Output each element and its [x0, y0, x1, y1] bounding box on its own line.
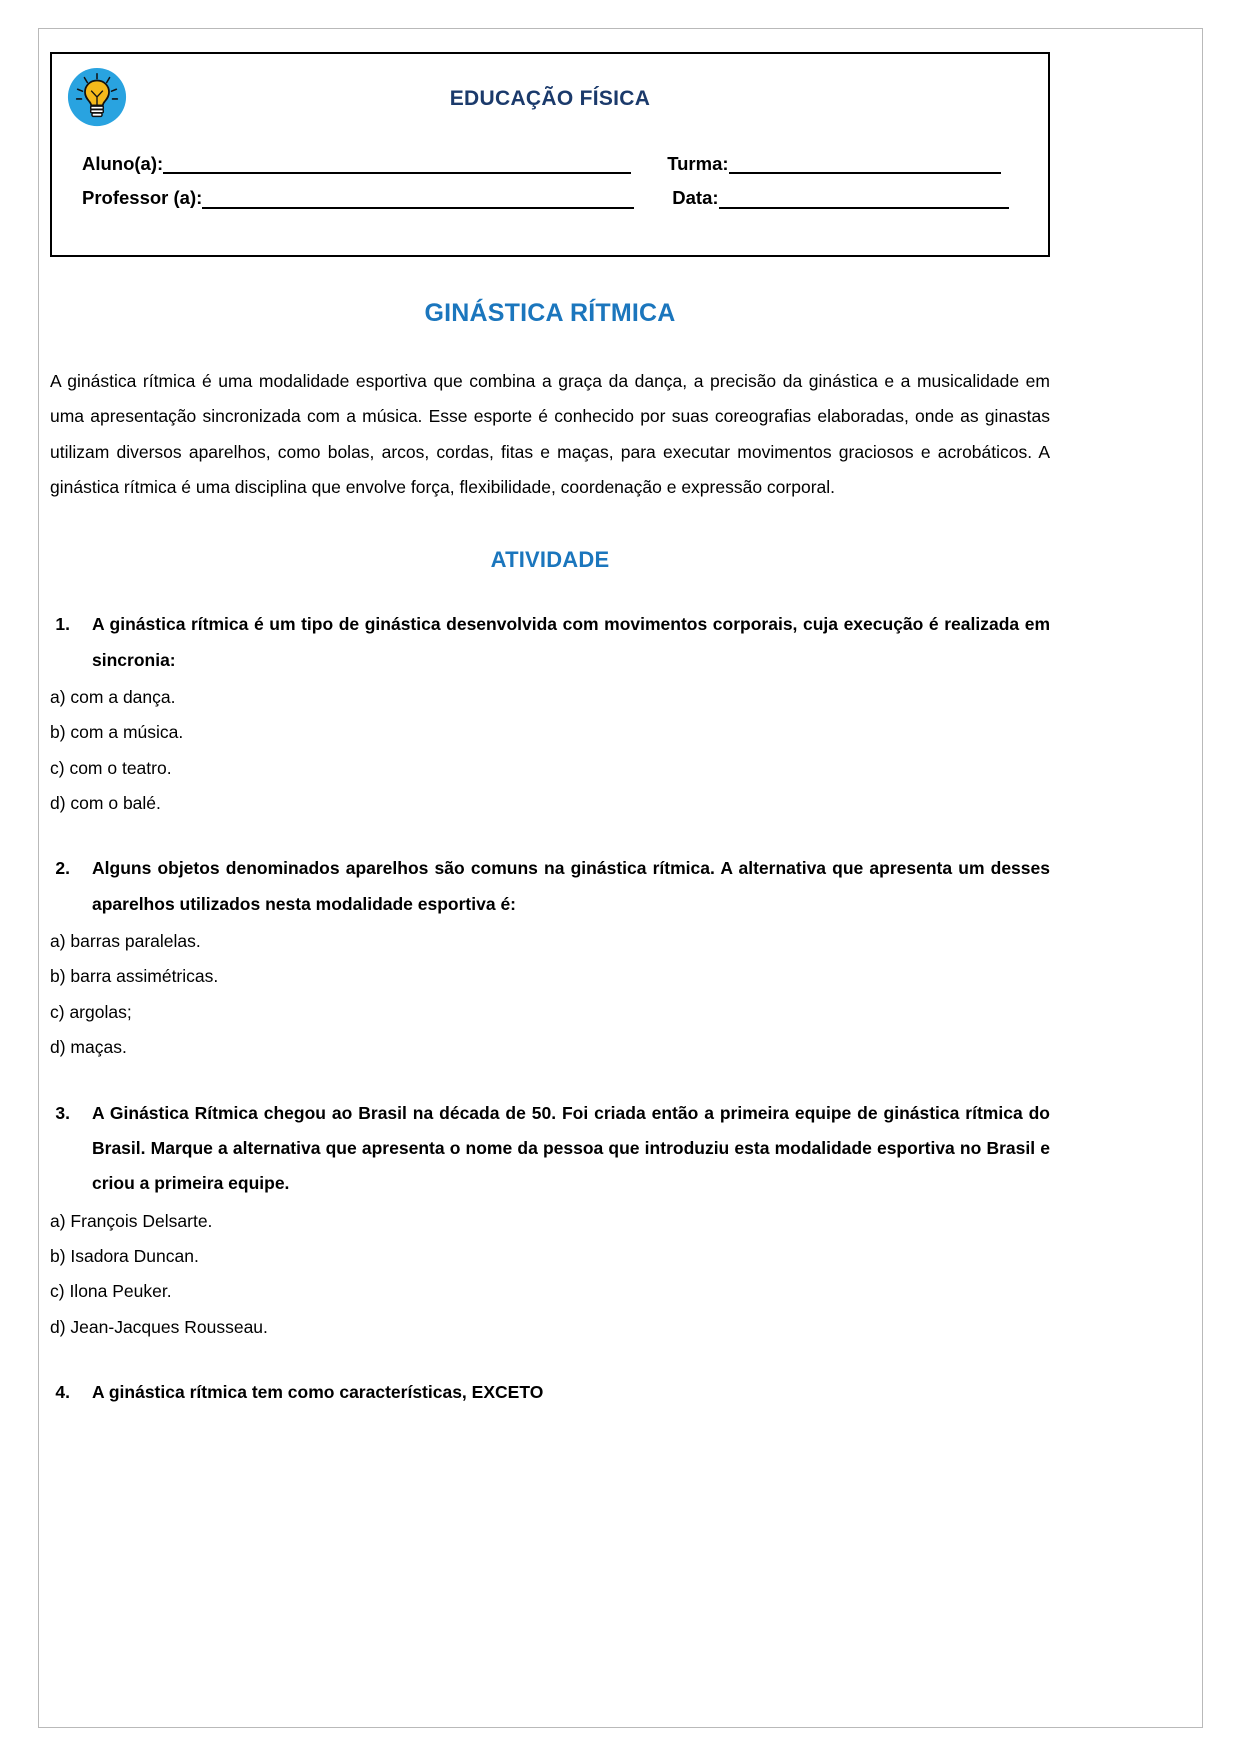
question-3-head [50, 1096, 1050, 1202]
professor-field[interactable] [82, 188, 634, 208]
question-2-number: 2. [55, 858, 70, 879]
question-1-options [50, 680, 1050, 821]
question-2-head [50, 851, 1050, 922]
question-4 [50, 1375, 1050, 1410]
data-input-line[interactable] [719, 190, 1009, 209]
header-box [50, 52, 1050, 257]
question-2 [50, 851, 1050, 1065]
option-b[interactable]: b) barra assimétricas. [50, 966, 219, 987]
question-4-number: 4. [55, 1381, 70, 1402]
turma-label: Turma: [667, 153, 729, 174]
intro-paragraph: A ginástica rítmica é uma modalidade esportiva que combina a graça da dança, a precisão da ginástica e a musicalidade em uma apresentação sincronizada com a música. Esse esporte é conhecido por suas coreografias elaboradas, onde as ginastas utilizam diversos aparelhos, como bolas, arcos, cordas, fitas e maças, para executar movimentos graciosos e acrobáticos. A ginástica rítmica é uma disciplina que envolve força, flexibilidade, coordenação e expressão corporal. [50, 371, 1050, 498]
question-1 [50, 607, 1050, 821]
question-3-text: A Ginástica Rítmica chegou ao Brasil na década de 50. Foi criada então a primeira equipe de ginástica rítmica do Brasil. Marque a alternativa que apresenta o nome da pessoa que introduziu esta modalidade esportiva no Brasil e criou a primeira equipe. [92, 1102, 1050, 1194]
question-3-number: 3. [55, 1102, 70, 1123]
option-a[interactable]: a) François Delsarte. [50, 1210, 213, 1231]
option-d[interactable]: d) com o balé. [50, 793, 161, 814]
option-c[interactable]: c) Ilona Peuker. [50, 1281, 172, 1302]
option-c[interactable]: c) com o teatro. [50, 757, 172, 778]
aluno-label: Aluno(a): [82, 153, 164, 174]
question-3-options [50, 1204, 1050, 1345]
option-a[interactable]: a) barras paralelas. [50, 931, 201, 952]
aluno-input-line[interactable] [163, 155, 631, 174]
turma-input-line[interactable] [729, 155, 1001, 174]
question-4-head [50, 1375, 1050, 1410]
subject-title: GINÁSTICA RÍTMICA [424, 299, 676, 327]
option-c[interactable]: c) argolas; [50, 1001, 132, 1022]
field-row-1 [82, 154, 1026, 174]
turma-field[interactable] [667, 154, 1000, 174]
question-3 [50, 1096, 1050, 1345]
question-1-number: 1. [55, 614, 70, 635]
aluno-field[interactable] [82, 154, 631, 174]
question-2-options [50, 924, 1050, 1065]
question-4-text: A ginástica rítmica tem como características, EXCETO [92, 1381, 544, 1402]
question-1-head [50, 607, 1050, 678]
document-content [50, 52, 1050, 1410]
question-2-text: Alguns objetos denominados aparelhos são comuns na ginástica rítmica. A alternativa que apresenta um desses aparelhos utilizados nesta modalidade esportiva é: [92, 858, 1050, 914]
option-d[interactable]: d) Jean-Jacques Rousseau. [50, 1316, 268, 1337]
activity-heading: ATIVIDADE [490, 547, 610, 573]
professor-label: Professor (a): [82, 187, 203, 209]
professor-input-line[interactable] [202, 190, 634, 209]
option-b[interactable]: b) com a música. [50, 722, 184, 743]
lightbulb-icon [66, 66, 128, 128]
option-b[interactable]: b) Isadora Duncan. [50, 1245, 199, 1266]
option-a[interactable]: a) com a dança. [50, 687, 176, 708]
page-title: EDUCAÇÃO FÍSICA [449, 87, 651, 110]
question-1-text: A ginástica rítmica é um tipo de ginástica desenvolvida com movimentos corporais, cuja execução é realizada em sincronia: [92, 614, 1050, 670]
option-d[interactable]: d) maças. [50, 1037, 127, 1058]
student-fields [82, 154, 1026, 223]
data-field[interactable] [672, 188, 1008, 208]
field-row-2 [82, 188, 1026, 208]
data-label: Data: [672, 187, 719, 209]
